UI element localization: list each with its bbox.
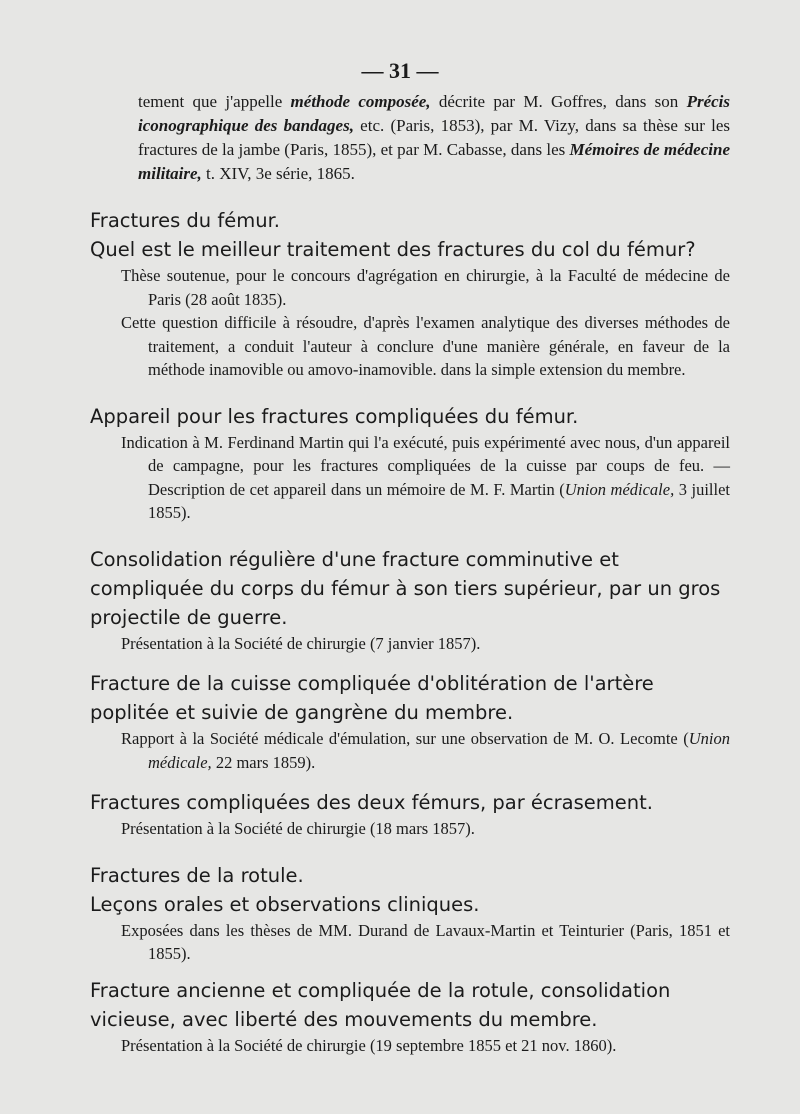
note-cuisse — [121, 727, 730, 774]
note-appareil — [121, 431, 730, 525]
intro-text-4: t. XIV, 3e série, 1865. — [201, 164, 355, 183]
note-question: Cette question difficile à résoudre, d'après l'examen analytique des diverses méthodes de traitement, a conduit l'auteur à conclure d'une manière générale, en faveur de la méthode inamovible ou amovo-inamovible. dans la simple extension du membre. — [121, 313, 730, 379]
note-cuisse-text-b: 22 mars 1859). — [211, 752, 316, 772]
note-cuisse-italic: Union médicale, — [148, 729, 730, 772]
note-deux-femurs: Présentation à la Société de chirurgie (18 mars 1857). — [121, 819, 475, 838]
note-rotule-ancienne: Présentation à la Société de chirurgie (19 septembre 1855 et 21 nov. 1860). — [121, 1035, 617, 1055]
section-title-deux-femurs: Fractures compliquées des deux fémurs, par écrasement. — [90, 791, 653, 814]
note-appareil-italic: Union médicale, — [564, 479, 675, 499]
section-title-femur: Fractures du fémur. — [90, 209, 281, 232]
intro-text-2: décrite par M. Goffres, dans son — [430, 92, 687, 111]
section-title-rotule: Fractures de la rotule. — [90, 863, 304, 887]
intro-text-1: tement que j'appelle — [138, 92, 291, 111]
page-number: — 31 — — [361, 58, 439, 83]
note-these: Thèse soutenue, pour le concours d'agrégation en chirurgie, à la Faculté de médecine de Paris (28 août 1835). — [121, 266, 730, 309]
section-title-rotule-ancienne: Fracture ancienne et compliquée de la rotule, consolidation vicieuse, avec liberté des mouvements du membre. — [90, 978, 671, 1031]
section-title-appareil: Appareil pour les fractures compliquées du fémur. — [90, 404, 579, 428]
section-title-consolidation: Consolidation régulière d'une fracture comminutive et compliquée du corps du fémur à son tiers supérieur, par un gros projectile de guerre. — [90, 547, 721, 629]
section-title-cuisse: Fracture de la cuisse compliquée d'oblitération de l'artère poplitée et suivie de gangrène du membre. — [90, 672, 654, 724]
note-consolidation: Présentation à la Société de chirurgie (7 janvier 1857). — [121, 633, 481, 653]
note-cuisse-text-a: Rapport à la Société médicale d'émulation, sur une observation de M. O. Lecomte ( — [121, 729, 689, 748]
intro-paragraph — [138, 90, 730, 186]
note-appareil-text-b: 3 juillet 1855). — [148, 479, 730, 522]
note-lecons: Exposées dans les thèses de MM. Durand de Lavaux-Martin et Teinturier (Paris, 1851 et 1855). — [121, 920, 730, 963]
intro-italic-2: Précis iconographique des bandages, — [138, 92, 730, 135]
note-appareil-text-a: Indication à M. Ferdinand Martin qui l'a exécuté, puis expérimenté avec nous, d'un appareil de campagne, pour les fractures compliquées de la cuisse par coups de feu. — Description de cet appareil dans un mémoire de M. F. Martin ( — [121, 432, 730, 499]
intro-text-3: etc. (Paris, 1853), par M. Vizy, dans sa thèse sur les fractures de la jambe (Paris, 1855), et par M. Cabasse, dans les — [138, 116, 730, 159]
intro-italic-1: méthode composée, — [290, 92, 431, 111]
intro-italic-3: Mémoires de médecine militaire, — [138, 140, 730, 183]
section-title-col-femur: Quel est le meilleur traitement des fractures du col du fémur? — [90, 238, 696, 261]
section-title-lecons: Leçons orales et observations cliniques. — [90, 892, 480, 916]
page-body — [90, 90, 730, 1057]
